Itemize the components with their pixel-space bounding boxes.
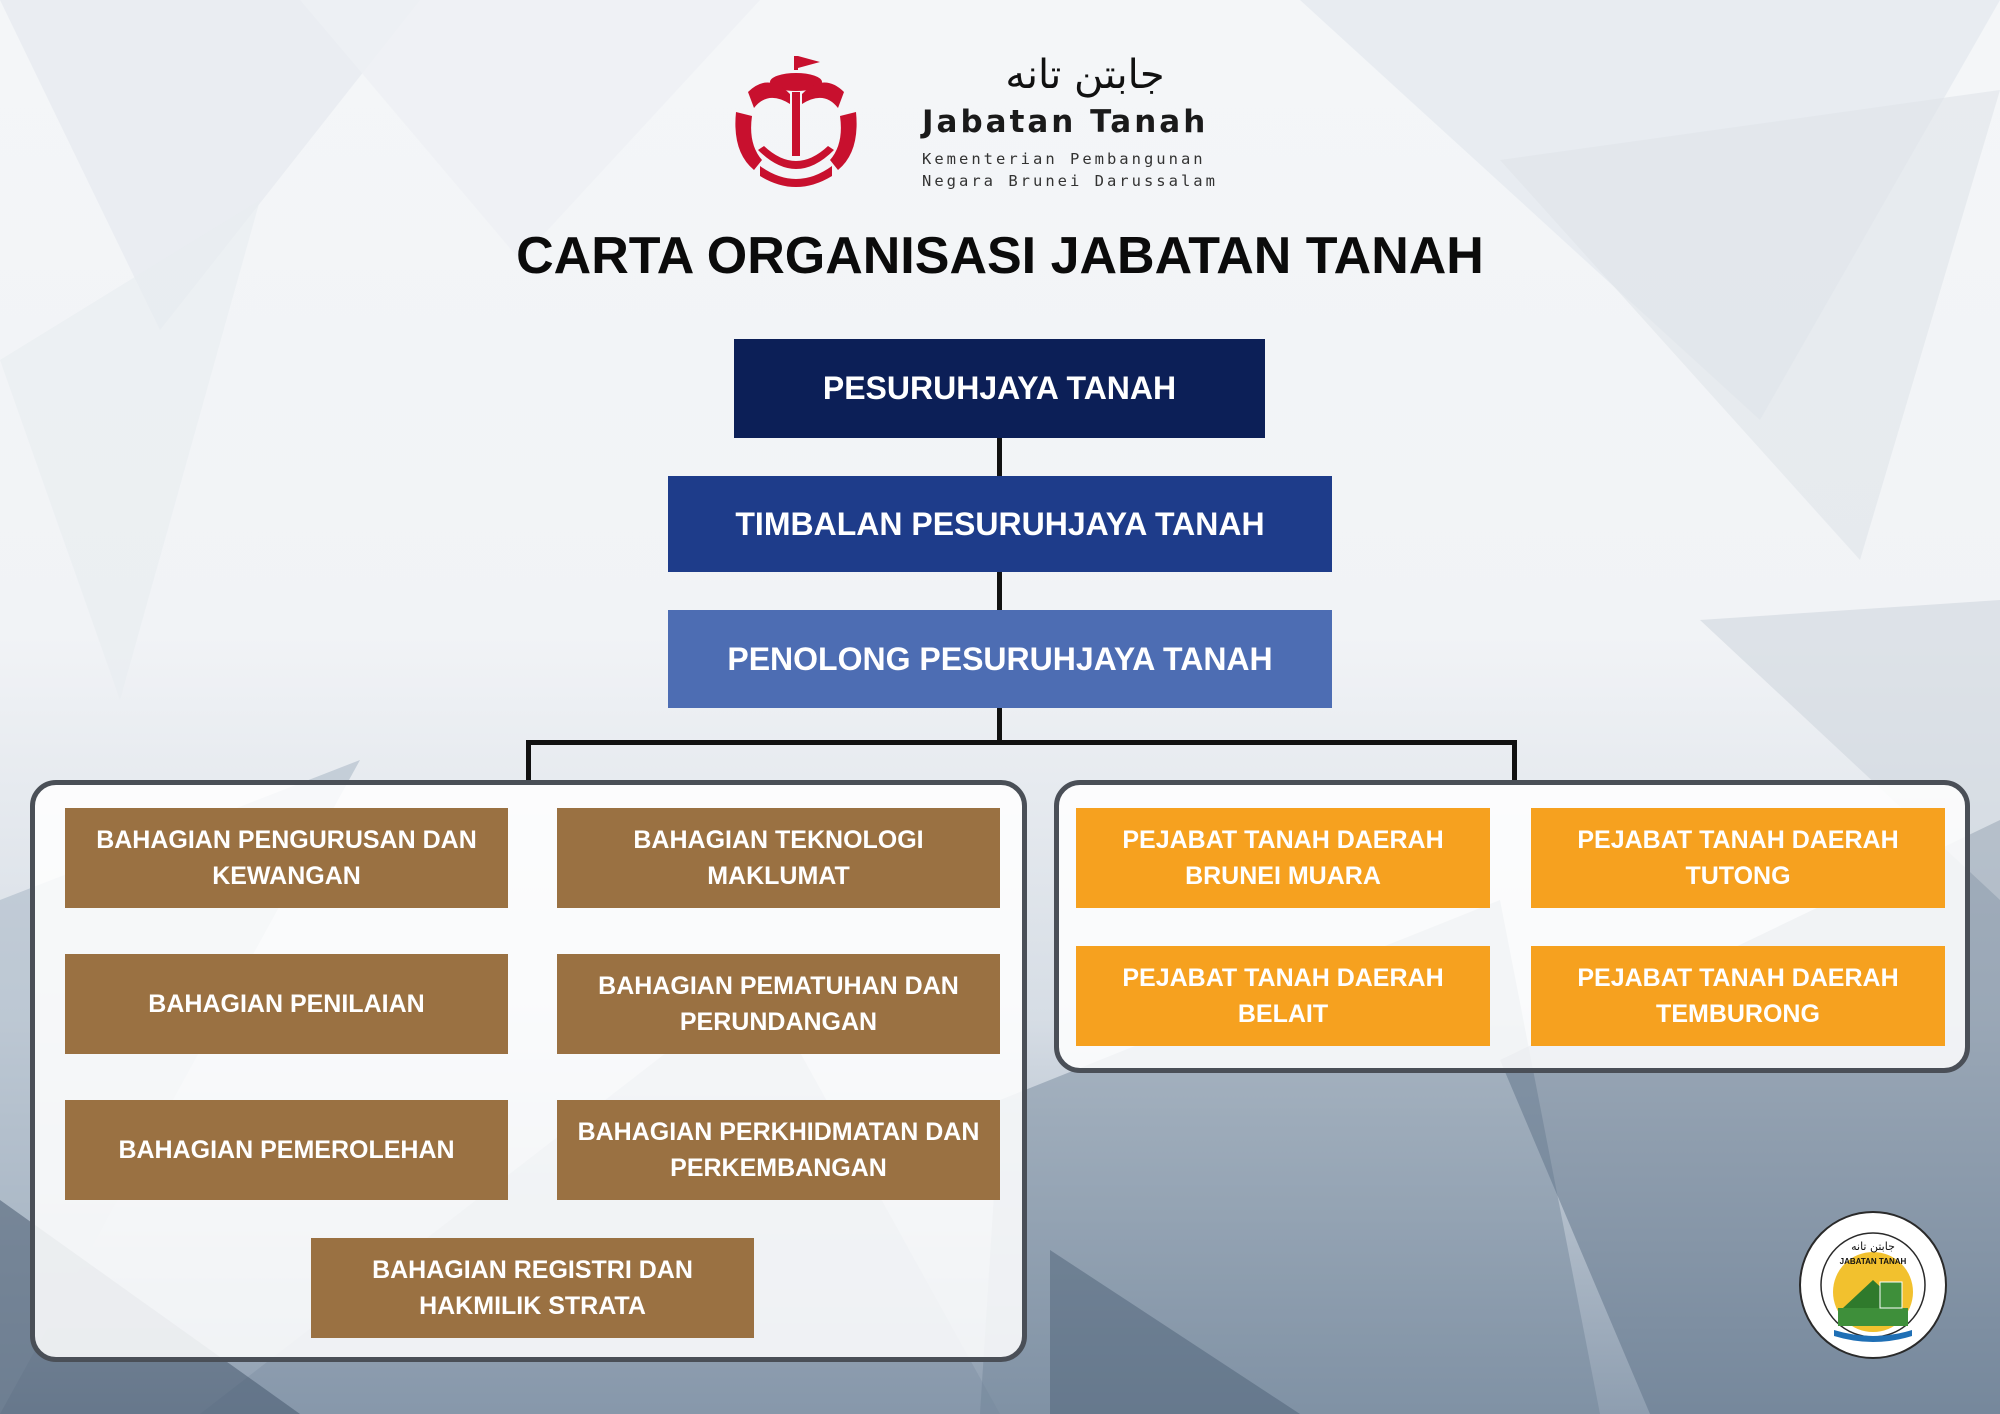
seal-jawi-text: جابتن تانه — [1851, 1240, 1895, 1253]
deputy-commissioner-box — [668, 476, 1332, 572]
division-box-services — [557, 1100, 1000, 1200]
district-label-line1: PEJABAT TANAH DAERAH — [1122, 964, 1444, 992]
division-label-line1: BAHAGIAN PERKHIDMATAN DAN — [577, 1118, 980, 1146]
page-title: CARTA ORGANISASI JABATAN TANAH — [516, 227, 1484, 285]
division-label-line1: BAHAGIAN PEMEROLEHAN — [118, 1136, 455, 1164]
division-label-line1: BAHAGIAN REGISTRI DAN — [372, 1256, 693, 1284]
division-label-line2: KEWANGAN — [212, 862, 361, 890]
division-box-compliance — [557, 954, 1000, 1054]
division-box-valuation — [65, 954, 508, 1054]
division-label-line1: BAHAGIAN TEKNOLOGI — [633, 826, 924, 854]
brunei-crest-icon — [728, 52, 866, 192]
district-label-line1: PEJABAT TANAH DAERAH — [1122, 826, 1444, 854]
connector-horizontal — [526, 740, 1517, 745]
connector-commissioner-deputy — [997, 438, 1002, 476]
seal-name-text: JABATAN TANAH — [1839, 1257, 1907, 1266]
brand-name: Jabatan Tanah — [922, 104, 1209, 140]
deputy-commissioner-label: TIMBALAN PESURUHJAYA TANAH — [735, 505, 1265, 542]
assistant-commissioner-box — [668, 610, 1332, 708]
division-box-acquisition — [65, 1100, 508, 1200]
district-office-box-brunei-muara — [1076, 808, 1490, 908]
district-label-line2: BRUNEI MUARA — [1185, 862, 1381, 890]
division-box-registry — [311, 1238, 754, 1338]
commissioner-label: PESURUHJAYA TANAH — [822, 370, 1177, 406]
district-label-line2: TEMBURONG — [1656, 1000, 1820, 1028]
connector-right-group — [1512, 740, 1517, 780]
assistant-commissioner-label: PENOLONG PESURUHJAYA TANAH — [727, 640, 1273, 677]
connector-assistant-branch — [997, 708, 1002, 743]
division-box-it — [557, 808, 1000, 908]
division-label-line2: HAKMILIK STRATA — [419, 1292, 646, 1320]
jawi-department-name: جابتن تانه — [1005, 52, 1165, 98]
connector-left-group — [526, 740, 531, 780]
division-label-line2: PERKEMBANGAN — [670, 1154, 887, 1182]
connector-deputy-assistant — [997, 572, 1002, 610]
division-box-finance — [65, 808, 508, 908]
brand-subtitle-line1: Kementerian Pembangunan — [922, 150, 1206, 168]
district-label-line1: PEJABAT TANAH DAERAH — [1577, 826, 1899, 854]
district-label-line2: TUTONG — [1685, 862, 1791, 890]
district-office-box-belait — [1076, 946, 1490, 1046]
district-office-box-tutong — [1531, 808, 1945, 908]
division-label-line2: PERUNDANGAN — [679, 1008, 878, 1036]
district-label-line2: BELAIT — [1237, 1000, 1329, 1028]
commissioner-box — [734, 339, 1265, 438]
division-label-line1: BAHAGIAN PENGURUSAN DAN — [96, 826, 477, 854]
division-label-line1: BAHAGIAN PEMATUHAN DAN — [598, 972, 959, 1000]
brand-subtitle-line2: Negara Brunei Darussalam — [922, 172, 1218, 190]
division-label-line2: MAKLUMAT — [707, 862, 850, 890]
district-label-line1: PEJABAT TANAH DAERAH — [1577, 964, 1899, 992]
jabatan-tanah-seal-icon — [1798, 1210, 1948, 1360]
district-office-box-temburong — [1531, 946, 1945, 1046]
division-label-line1: BAHAGIAN PENILAIAN — [148, 990, 425, 1018]
